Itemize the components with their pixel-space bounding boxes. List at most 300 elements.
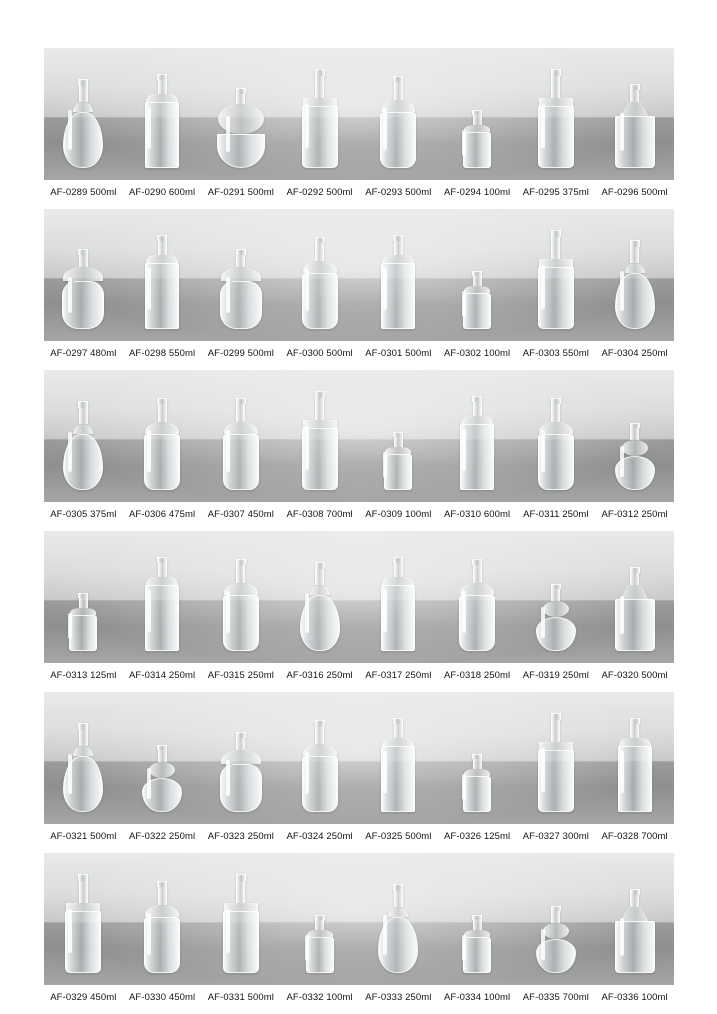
product-image-cell[interactable]: [359, 48, 438, 180]
product-image-cell[interactable]: [438, 853, 517, 985]
bottle-shoulder: [146, 577, 178, 585]
bottle-shoulder: [73, 424, 93, 434]
bottle-neck: [79, 86, 88, 102]
bottle-shoulder: [388, 907, 408, 917]
bottle-shoulder: [464, 930, 490, 937]
product-caption: AF-0318 250ml: [443, 670, 511, 681]
product-caption: AF-0314 250ml: [128, 670, 196, 681]
product-image-cell[interactable]: [280, 531, 359, 663]
product-image-cells: [44, 692, 674, 824]
bottle-body: [306, 937, 334, 973]
bottle-neck: [79, 598, 88, 608]
product-caption: AF-0321 500ml: [50, 831, 117, 842]
product-image-cell[interactable]: [280, 209, 359, 341]
bottle-neck: [394, 241, 403, 255]
bottle-shoulder: [464, 769, 490, 776]
product-caption: AF-0329 450ml: [50, 992, 117, 1003]
bottle-body: [615, 273, 655, 329]
product-caption: AF-0297 480ml: [50, 348, 117, 359]
bottle-photo: [608, 84, 662, 168]
product-caption: AF-0294 100ml: [443, 187, 511, 198]
bottle-body: [145, 585, 179, 651]
bottle-shoulder: [464, 125, 490, 132]
product-caption: AF-0334 100ml: [443, 992, 511, 1003]
bottle-photo: [56, 593, 110, 651]
bottle-photo: [450, 110, 504, 168]
product-caption: AF-0328 700ml: [601, 831, 668, 842]
bottle-neck: [630, 895, 639, 907]
bottle-body: [538, 267, 574, 329]
product-image-cell[interactable]: [595, 531, 674, 663]
bottle-photo: [293, 237, 347, 329]
product-image-cell[interactable]: [359, 209, 438, 341]
bottle-photo: [293, 915, 347, 973]
bottle-body: [62, 281, 104, 329]
bottle-body: [615, 921, 655, 973]
bottle-body: [223, 911, 259, 973]
bottle-shoulder: [73, 102, 93, 112]
bottle-shoulder: [146, 94, 178, 102]
bottle-neck: [79, 881, 88, 903]
product-caption: AF-0305 375ml: [50, 509, 117, 520]
bottle-neck: [315, 76, 324, 98]
product-image-cell[interactable]: [517, 853, 596, 985]
bottle-neck: [236, 881, 245, 903]
bottle-body: [380, 112, 416, 168]
bottle-shoulder: [382, 738, 414, 746]
bottle-body: [615, 599, 655, 651]
bottle-shoulder: [310, 585, 330, 595]
bottle-neck: [551, 911, 560, 923]
bottle-neck: [394, 563, 403, 577]
bottle-neck: [158, 404, 167, 422]
product-image-cell[interactable]: [202, 853, 281, 985]
bottle-body: [463, 776, 491, 812]
product-caption: AF-0290 600ml: [128, 187, 196, 198]
caption-row: [44, 824, 674, 842]
product-caption: AF-0331 500ml: [207, 992, 274, 1003]
product-photo-strip: [44, 209, 674, 341]
product-image-cell[interactable]: [438, 370, 517, 502]
product-image-cell[interactable]: [202, 370, 281, 502]
bottle-shoulder: [543, 601, 569, 617]
product-caption: AF-0298 550ml: [128, 348, 196, 359]
bottle-body: [220, 281, 262, 329]
bottle-body: [223, 595, 259, 651]
product-image-cell[interactable]: [123, 209, 202, 341]
bottle-photo: [608, 718, 662, 812]
bottle-neck: [551, 720, 560, 742]
bottle-neck: [315, 243, 324, 261]
bottle-neck: [79, 255, 88, 267]
product-caption: AF-0325 500ml: [365, 831, 432, 842]
bottle-neck: [315, 920, 324, 930]
bottle-body: [63, 112, 103, 168]
product-image-cell[interactable]: [44, 853, 123, 985]
product-image-cell[interactable]: [123, 531, 202, 663]
product-image-cell[interactable]: [517, 531, 596, 663]
bottle-neck: [473, 759, 482, 769]
bottle-neck: [630, 573, 639, 585]
bottle-photo: [529, 230, 583, 329]
bottle-neck: [236, 94, 245, 104]
bottle-body: [538, 750, 574, 812]
product-image-cell[interactable]: [280, 853, 359, 985]
bottle-body: [63, 756, 103, 812]
product-caption: AF-0330 450ml: [128, 992, 196, 1003]
product-image-cell[interactable]: [595, 48, 674, 180]
bottle-cap: [78, 723, 88, 730]
product-caption: AF-0313 125ml: [50, 670, 117, 681]
product-caption: AF-0295 375ml: [522, 187, 589, 198]
product-caption: AF-0322 250ml: [128, 831, 196, 842]
bottle-shoulder: [382, 577, 414, 585]
product-caption: AF-0320 500ml: [601, 670, 668, 681]
caption-row: [44, 341, 674, 359]
product-image-cell[interactable]: [44, 209, 123, 341]
product-photo-strip: [44, 370, 674, 502]
bottle-neck: [315, 569, 324, 585]
product-image-cells: [44, 853, 674, 985]
bottle-body: [463, 293, 491, 329]
product-rows: [44, 48, 674, 1014]
bottle-cap: [315, 391, 325, 398]
bottle-body: [615, 456, 655, 490]
product-caption: AF-0301 500ml: [365, 348, 432, 359]
bottle-body: [144, 434, 180, 490]
bottle-photo: [529, 584, 583, 651]
product-caption: AF-0310 600ml: [443, 509, 511, 520]
bottle-photo: [214, 732, 268, 812]
product-caption: AF-0324 250ml: [286, 831, 353, 842]
product-caption: AF-0302 100ml: [443, 348, 511, 359]
bottle-photo: [450, 754, 504, 812]
bottle-photo: [293, 562, 347, 651]
bottle-body: [618, 746, 652, 812]
product-caption: AF-0327 300ml: [522, 831, 589, 842]
product-image-cell[interactable]: [280, 48, 359, 180]
bottle-neck: [473, 276, 482, 286]
product-image-cell[interactable]: [438, 692, 517, 824]
bottle-shoulder: [622, 440, 648, 456]
product-caption: AF-0299 500ml: [207, 348, 274, 359]
bottle-photo: [529, 398, 583, 490]
caption-row: [44, 663, 674, 681]
product-image-cell[interactable]: [595, 853, 674, 985]
bottle-photo: [56, 874, 110, 973]
bottle-photo: [608, 889, 662, 973]
bottle-shoulder: [543, 923, 569, 939]
product-caption: AF-0293 500ml: [365, 187, 432, 198]
product-image-cell[interactable]: [202, 531, 281, 663]
product-image-cell[interactable]: [517, 370, 596, 502]
bottle-neck: [630, 428, 639, 440]
bottle-photo: [56, 79, 110, 168]
bottle-photo: [135, 745, 189, 812]
bottle-neck: [315, 398, 324, 420]
bottle-photo: [371, 76, 425, 168]
product-caption: AF-0307 450ml: [207, 509, 274, 520]
bottle-cap: [236, 874, 246, 881]
bottle-cap: [315, 562, 325, 569]
product-image-cell[interactable]: [595, 209, 674, 341]
bottle-body: [220, 764, 262, 812]
product-caption: AF-0306 475ml: [128, 509, 196, 520]
bottle-body: [63, 434, 103, 490]
bottle-cap: [551, 230, 561, 237]
bottle-body: [145, 263, 179, 329]
bottle-shoulder: [464, 286, 490, 293]
bottle-shoulder: [385, 447, 411, 454]
bottle-photo: [371, 557, 425, 651]
bottle-cap: [315, 69, 325, 76]
bottle-photo: [529, 906, 583, 973]
bottle-body: [378, 917, 418, 973]
product-caption: AF-0335 700ml: [522, 992, 589, 1003]
bottle-cap: [630, 240, 640, 247]
product-caption: AF-0308 700ml: [286, 509, 353, 520]
bottle-photo: [293, 720, 347, 812]
bottle-body: [536, 617, 576, 651]
bottle-body: [302, 756, 338, 812]
bottle-photo: [135, 398, 189, 490]
caption-row: [44, 985, 674, 1003]
product-image-cell[interactable]: [517, 692, 596, 824]
bottle-body: [223, 434, 259, 490]
bottle-photo: [293, 69, 347, 168]
bottle-photo: [450, 915, 504, 973]
bottle-body: [217, 134, 265, 168]
bottle-photo: [371, 235, 425, 329]
product-row: [44, 370, 674, 520]
bottle-photo: [56, 723, 110, 812]
product-row: [44, 692, 674, 842]
product-photo-strip: [44, 853, 674, 985]
product-image-cell[interactable]: [44, 531, 123, 663]
bottle-body: [300, 595, 340, 651]
product-image-cell[interactable]: [359, 692, 438, 824]
bottle-neck: [315, 726, 324, 744]
product-caption: AF-0300 500ml: [286, 348, 353, 359]
product-image-cell[interactable]: [595, 370, 674, 502]
bottle-neck: [551, 404, 560, 422]
product-image-cell[interactable]: [123, 853, 202, 985]
product-image-cells: [44, 531, 674, 663]
caption-row: [44, 180, 674, 198]
bottle-photo: [214, 559, 268, 651]
product-image-cell[interactable]: [438, 531, 517, 663]
bottle-photo: [450, 271, 504, 329]
bottle-body: [142, 778, 182, 812]
product-row: [44, 853, 674, 1003]
bottle-photo: [371, 884, 425, 973]
product-caption: AF-0332 100ml: [286, 992, 353, 1003]
bottle-body: [65, 911, 101, 973]
bottle-neck: [394, 891, 403, 907]
bottle-body: [302, 428, 338, 490]
product-image-cell[interactable]: [438, 48, 517, 180]
bottle-photo: [529, 713, 583, 812]
bottle-body: [459, 595, 495, 651]
product-image-cell[interactable]: [280, 370, 359, 502]
product-image-cell[interactable]: [123, 692, 202, 824]
bottle-neck: [630, 724, 639, 738]
bottle-photo: [608, 240, 662, 329]
bottle-neck: [473, 402, 482, 416]
bottle-body: [384, 454, 412, 490]
bottle-neck: [79, 730, 88, 746]
product-image-cell[interactable]: [359, 531, 438, 663]
bottle-shoulder: [619, 738, 651, 746]
product-caption: AF-0326 125ml: [443, 831, 511, 842]
bottle-photo: [450, 396, 504, 490]
bottle-neck: [394, 82, 403, 100]
bottle-photo: [135, 881, 189, 973]
product-image-cell[interactable]: [359, 853, 438, 985]
product-image-cells: [44, 209, 674, 341]
bottle-photo: [529, 69, 583, 168]
bottle-neck: [394, 437, 403, 447]
bottle-photo: [56, 401, 110, 490]
bottle-cap: [78, 79, 88, 86]
product-image-cell[interactable]: [123, 370, 202, 502]
product-image-cell[interactable]: [202, 692, 281, 824]
bottle-photo: [608, 423, 662, 490]
bottle-neck: [236, 565, 245, 583]
product-caption: AF-0323 250ml: [207, 831, 274, 842]
bottle-neck: [473, 565, 482, 583]
product-caption: AF-0319 250ml: [522, 670, 589, 681]
bottle-neck: [473, 115, 482, 125]
product-caption: AF-0316 250ml: [286, 670, 353, 681]
product-image-cell[interactable]: [517, 48, 596, 180]
bottle-photo: [214, 398, 268, 490]
product-image-cell[interactable]: [202, 209, 281, 341]
bottle-photo: [371, 718, 425, 812]
bottle-body: [381, 263, 415, 329]
caption-row: [44, 502, 674, 520]
bottle-body: [463, 132, 491, 168]
bottle-body: [536, 939, 576, 973]
bottle-body: [538, 434, 574, 490]
bottle-photo: [214, 249, 268, 329]
product-caption: AF-0303 550ml: [522, 348, 589, 359]
bottle-body: [381, 585, 415, 651]
bottle-cap: [78, 874, 88, 881]
bottle-neck: [158, 563, 167, 577]
product-caption: AF-0296 500ml: [601, 187, 668, 198]
product-image-cell[interactable]: [595, 692, 674, 824]
product-caption: AF-0336 100ml: [601, 992, 668, 1003]
bottle-photo: [293, 391, 347, 490]
bottle-shoulder: [70, 608, 96, 615]
bottle-photo: [135, 557, 189, 651]
bottle-neck: [236, 255, 245, 267]
bottle-photo: [214, 874, 268, 973]
bottle-shoulder: [461, 416, 493, 424]
bottle-shoulder: [218, 104, 264, 134]
product-image-cell[interactable]: [517, 209, 596, 341]
bottle-photo: [450, 559, 504, 651]
bottle-shoulder: [73, 746, 93, 756]
bottle-shoulder: [307, 930, 333, 937]
product-image-cells: [44, 370, 674, 502]
bottle-body: [69, 615, 97, 651]
bottle-neck: [394, 724, 403, 738]
bottle-neck: [473, 920, 482, 930]
product-caption: AF-0311 250ml: [523, 509, 589, 520]
bottle-neck: [158, 241, 167, 255]
product-image-cell[interactable]: [44, 48, 123, 180]
product-photo-strip: [44, 692, 674, 824]
product-caption: AF-0333 250ml: [365, 992, 432, 1003]
bottle-shoulder: [382, 255, 414, 263]
bottle-body: [615, 116, 655, 168]
bottle-neck: [79, 408, 88, 424]
product-image-cell[interactable]: [438, 209, 517, 341]
product-caption: AF-0315 250ml: [207, 670, 274, 681]
product-row: [44, 531, 674, 681]
bottle-body: [460, 424, 494, 490]
product-row: [44, 209, 674, 359]
bottle-neck: [158, 80, 167, 94]
bottle-neck: [551, 237, 560, 259]
bottle-neck: [158, 887, 167, 905]
product-caption: AF-0309 100ml: [365, 509, 432, 520]
bottle-shoulder: [146, 255, 178, 263]
product-image-cells: [44, 48, 674, 180]
bottle-photo: [135, 235, 189, 329]
bottle-body: [145, 102, 179, 168]
bottle-shoulder: [149, 762, 175, 778]
bottle-photo: [135, 74, 189, 168]
product-photo-strip: [44, 531, 674, 663]
bottle-photo: [608, 567, 662, 651]
bottle-neck: [236, 738, 245, 750]
bottle-neck: [630, 247, 639, 263]
product-caption: AF-0312 250ml: [601, 509, 668, 520]
bottle-neck: [551, 589, 560, 601]
bottle-body: [302, 106, 338, 168]
bottle-shoulder: [625, 263, 645, 273]
product-image-cell[interactable]: [280, 692, 359, 824]
product-image-cell[interactable]: [359, 370, 438, 502]
bottle-cap: [78, 401, 88, 408]
product-image-cell[interactable]: [44, 370, 123, 502]
bottle-neck: [551, 76, 560, 98]
bottle-neck: [158, 750, 167, 762]
product-image-cell[interactable]: [202, 48, 281, 180]
product-caption: AF-0304 250ml: [601, 348, 668, 359]
bottle-body: [302, 273, 338, 329]
bottle-cap: [393, 884, 403, 891]
bottle-body: [463, 937, 491, 973]
product-image-cell[interactable]: [123, 48, 202, 180]
bottle-photo: [371, 432, 425, 490]
bottle-cap: [551, 713, 561, 720]
bottle-body: [538, 106, 574, 168]
product-image-cell[interactable]: [44, 692, 123, 824]
product-row: [44, 48, 674, 198]
product-caption: AF-0317 250ml: [365, 670, 432, 681]
product-photo-strip: [44, 48, 674, 180]
product-caption: AF-0291 500ml: [207, 187, 274, 198]
bottle-neck: [630, 90, 639, 102]
bottle-body: [381, 746, 415, 812]
product-caption: AF-0289 500ml: [50, 187, 117, 198]
bottle-neck: [236, 404, 245, 422]
bottle-photo: [56, 249, 110, 329]
